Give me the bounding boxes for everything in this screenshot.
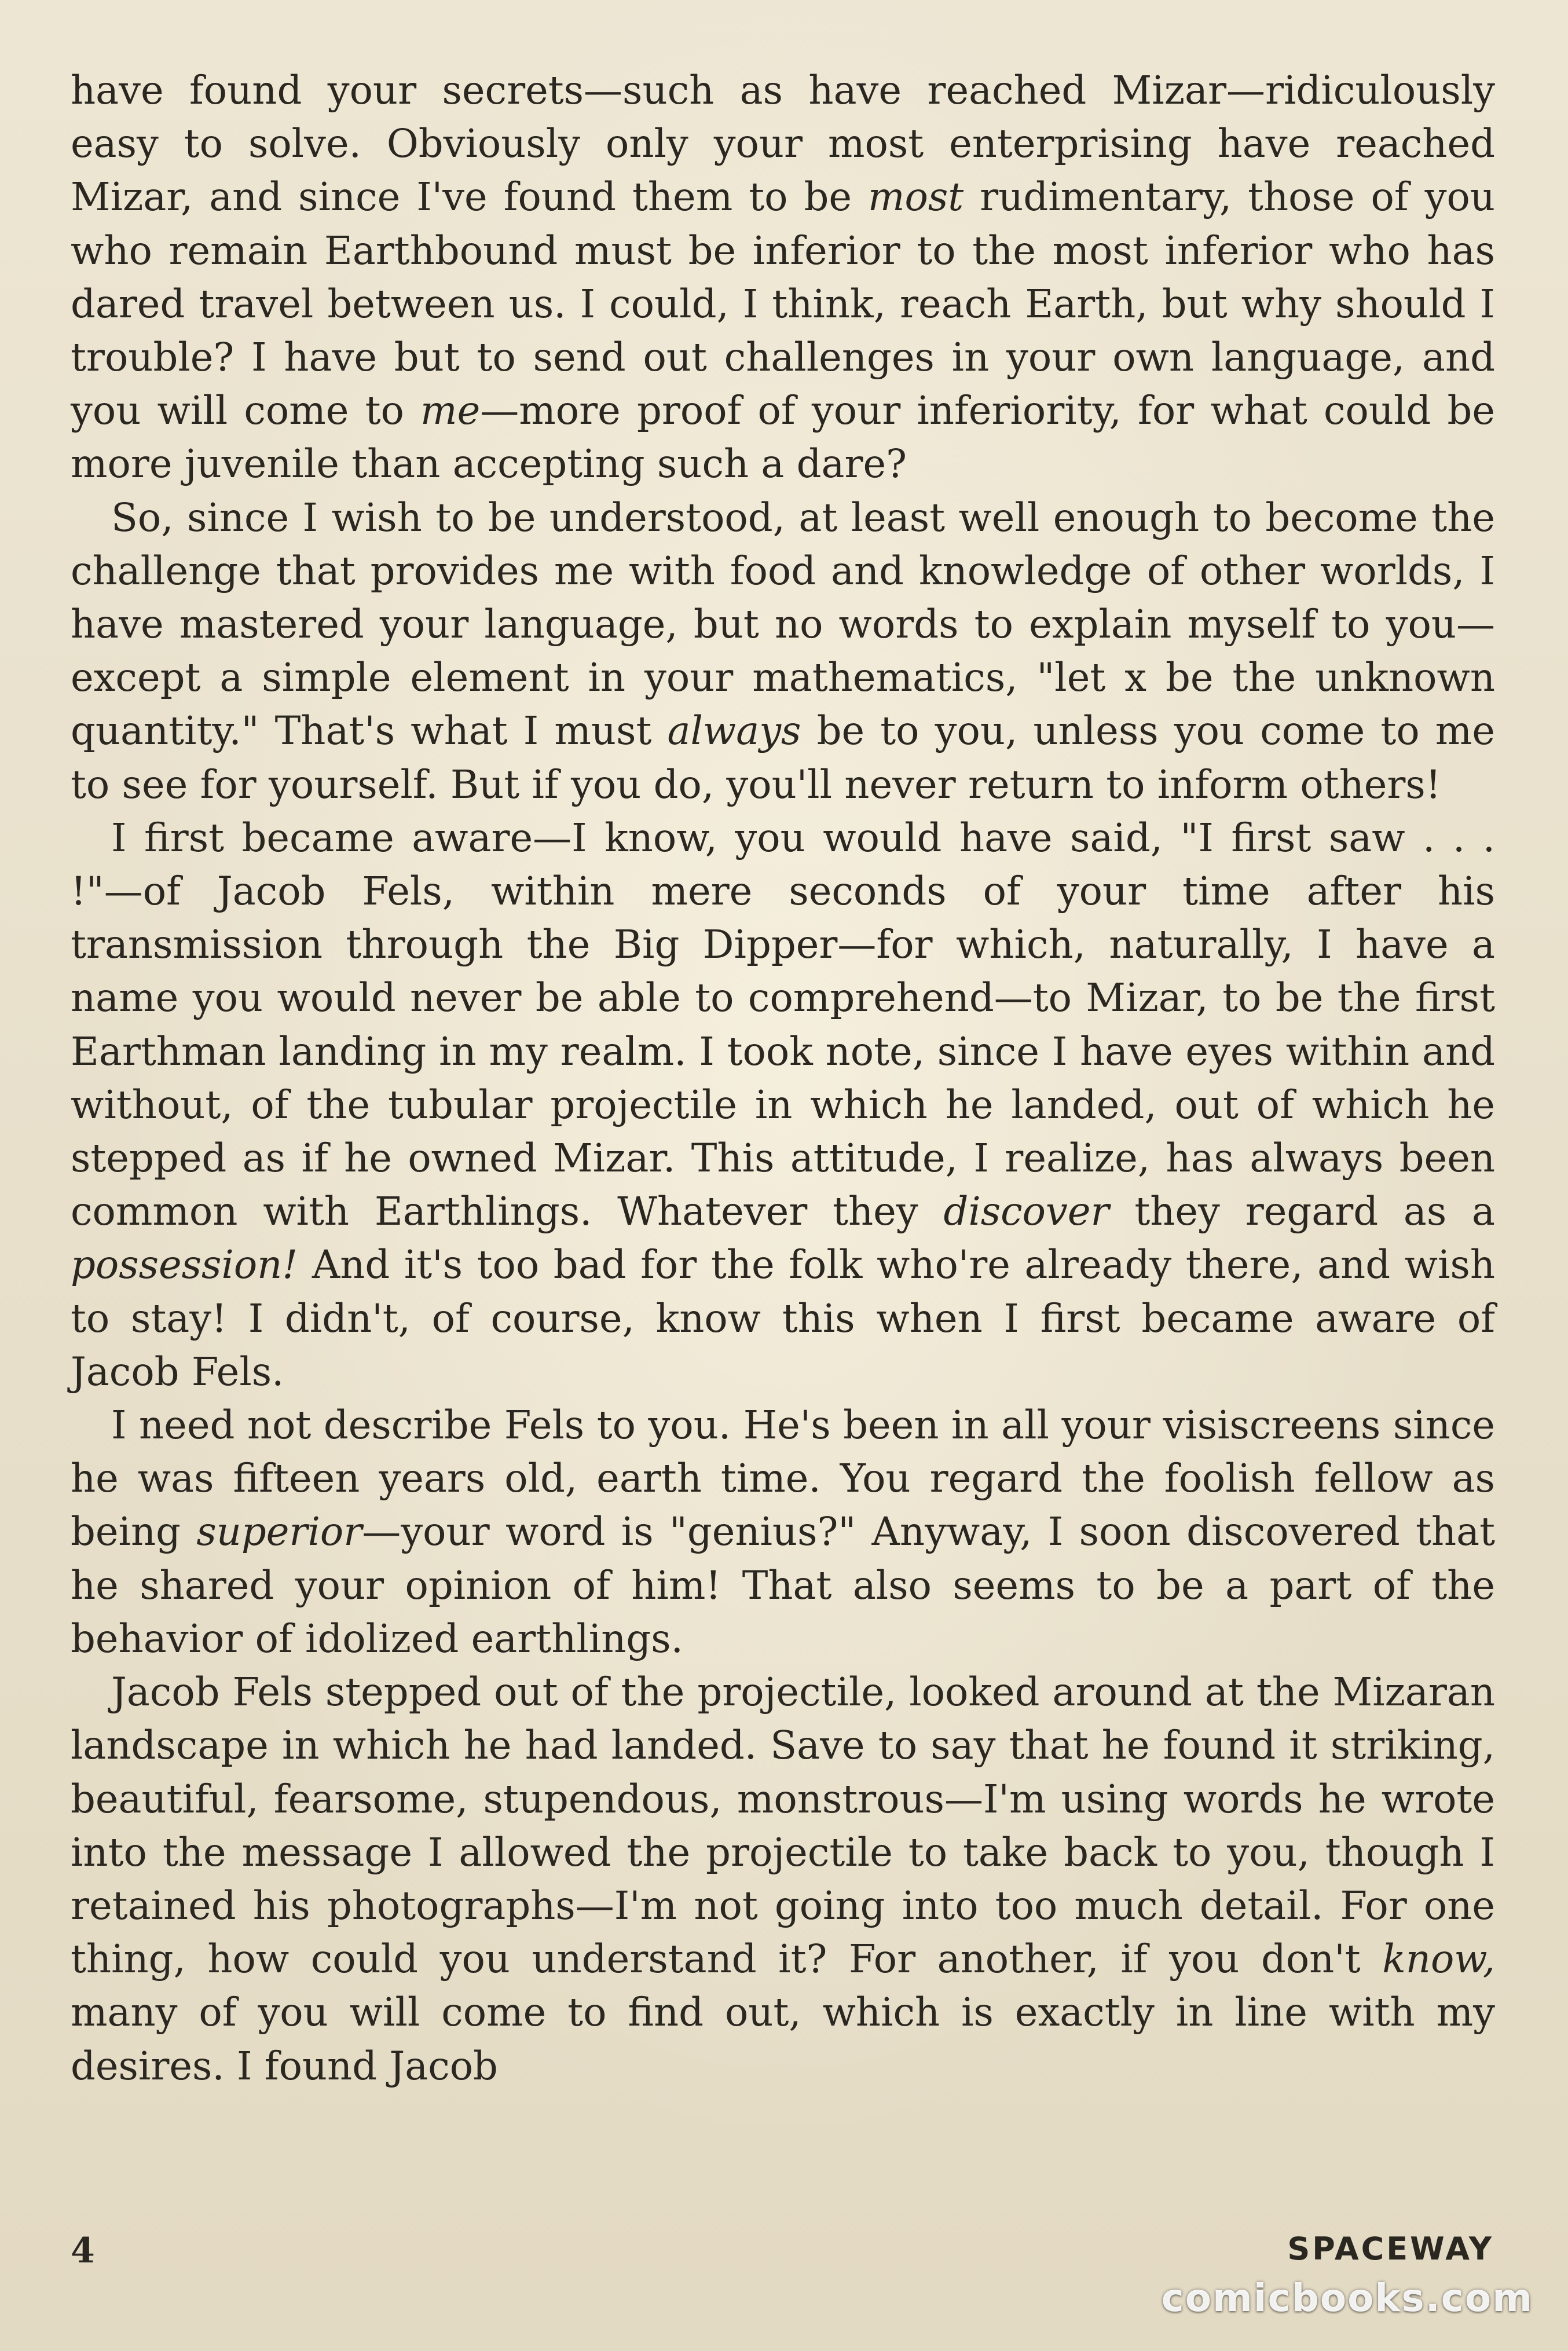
article-body: [71, 64, 1495, 2206]
text-run: I need not describe Fels to you. He's been in all your visiscreens since he was fifteen years old, earth time. You regard the foolish fellow as being: [71, 1402, 1495, 1555]
italic-text: possession!: [71, 1242, 298, 1288]
watermark: comicbooks.com: [1161, 2276, 1533, 2320]
text-run: —your word is "genius?" Anyway, I soon discovered that he shared your opinion of him! That also seems to be a part of the behavior of idolized earthlings.: [71, 1509, 1495, 1661]
magazine-title: SPACEWAY: [1287, 2231, 1494, 2267]
paragraph: [71, 1665, 1495, 2093]
italic-text: always: [667, 708, 801, 754]
text-run: So, since I wish to be understood, at least well enough to become the challenge that provides me with food and knowledge of other worlds, I have mastered your language, but no words to explain myself to you—except a simple element in your mathematics, "let x be the unknown quantity." That's what I must: [71, 495, 1495, 754]
italic-text: discover: [943, 1189, 1109, 1235]
text-run: And it's too bad for the folk who're already there, and wish to stay! I didn't, of course, know this when I first became aware of Jacob Fels.: [71, 1242, 1495, 1394]
text-run: —more proof of your inferiority, for what could be more juvenile than accepting such a dare?: [71, 388, 1496, 487]
italic-text: me: [420, 388, 481, 434]
italic-text: superior: [196, 1509, 362, 1555]
italic-text: know,: [1382, 1936, 1495, 1982]
paragraph: [71, 811, 1495, 1398]
text-run: many of you will come to find out, which is exactly in line with my desires. I found Jacob: [71, 1990, 1495, 2089]
text-run: be to you, unless you come to me to see for yourself. But if you do, you'll never return to inform others!: [71, 708, 1495, 807]
text-run: Jacob Fels stepped out of the projectile, looked around at the Mizaran landscape in which he had landed. Save to say that he found it striking, beautiful, fearsome, stupendous, monstrous—I'm using words he wrote into the message I allowed the projectile to take back to you, though I retained his photographs—I'm not going into too much detail. For one thing, how could you understand it? For another, if you don't: [71, 1669, 1495, 1982]
page-number: 4: [71, 2231, 95, 2271]
paragraph: [71, 64, 1495, 491]
text-run: have found your secrets—such as have reached Mizar—ridiculously easy to solve. Obviously only your most enterprising have reached Mizar, and since I've found them to be: [71, 68, 1495, 220]
text-run: I first became aware—I know, you would have said, "I first saw . . . !"—of Jacob Fels, within mere seconds of your time after his transmission through the Big Dipper—for which, naturally, I have a name you would never be able to comprehend—to Mizar, to be the first Earthman landing in my realm. I took note, since I have eyes within and without, of the tubular projectile in which he landed, out of which he stepped as if he owned Mizar. This attitude, I realize, has always been common with Earthlings. Whatever they: [71, 815, 1495, 1235]
paragraph: [71, 1398, 1495, 1665]
text-run: rudimentary, those of you who remain Earthbound must be inferior to the most inferior who has dared travel between us. I could, I think, reach Earth, but why should I trouble? I have but to send out challenges in your own language, and you will come to: [71, 174, 1495, 434]
text-run: they regard as a: [1109, 1189, 1495, 1235]
italic-text: most: [867, 174, 964, 220]
paragraph: [71, 491, 1495, 811]
